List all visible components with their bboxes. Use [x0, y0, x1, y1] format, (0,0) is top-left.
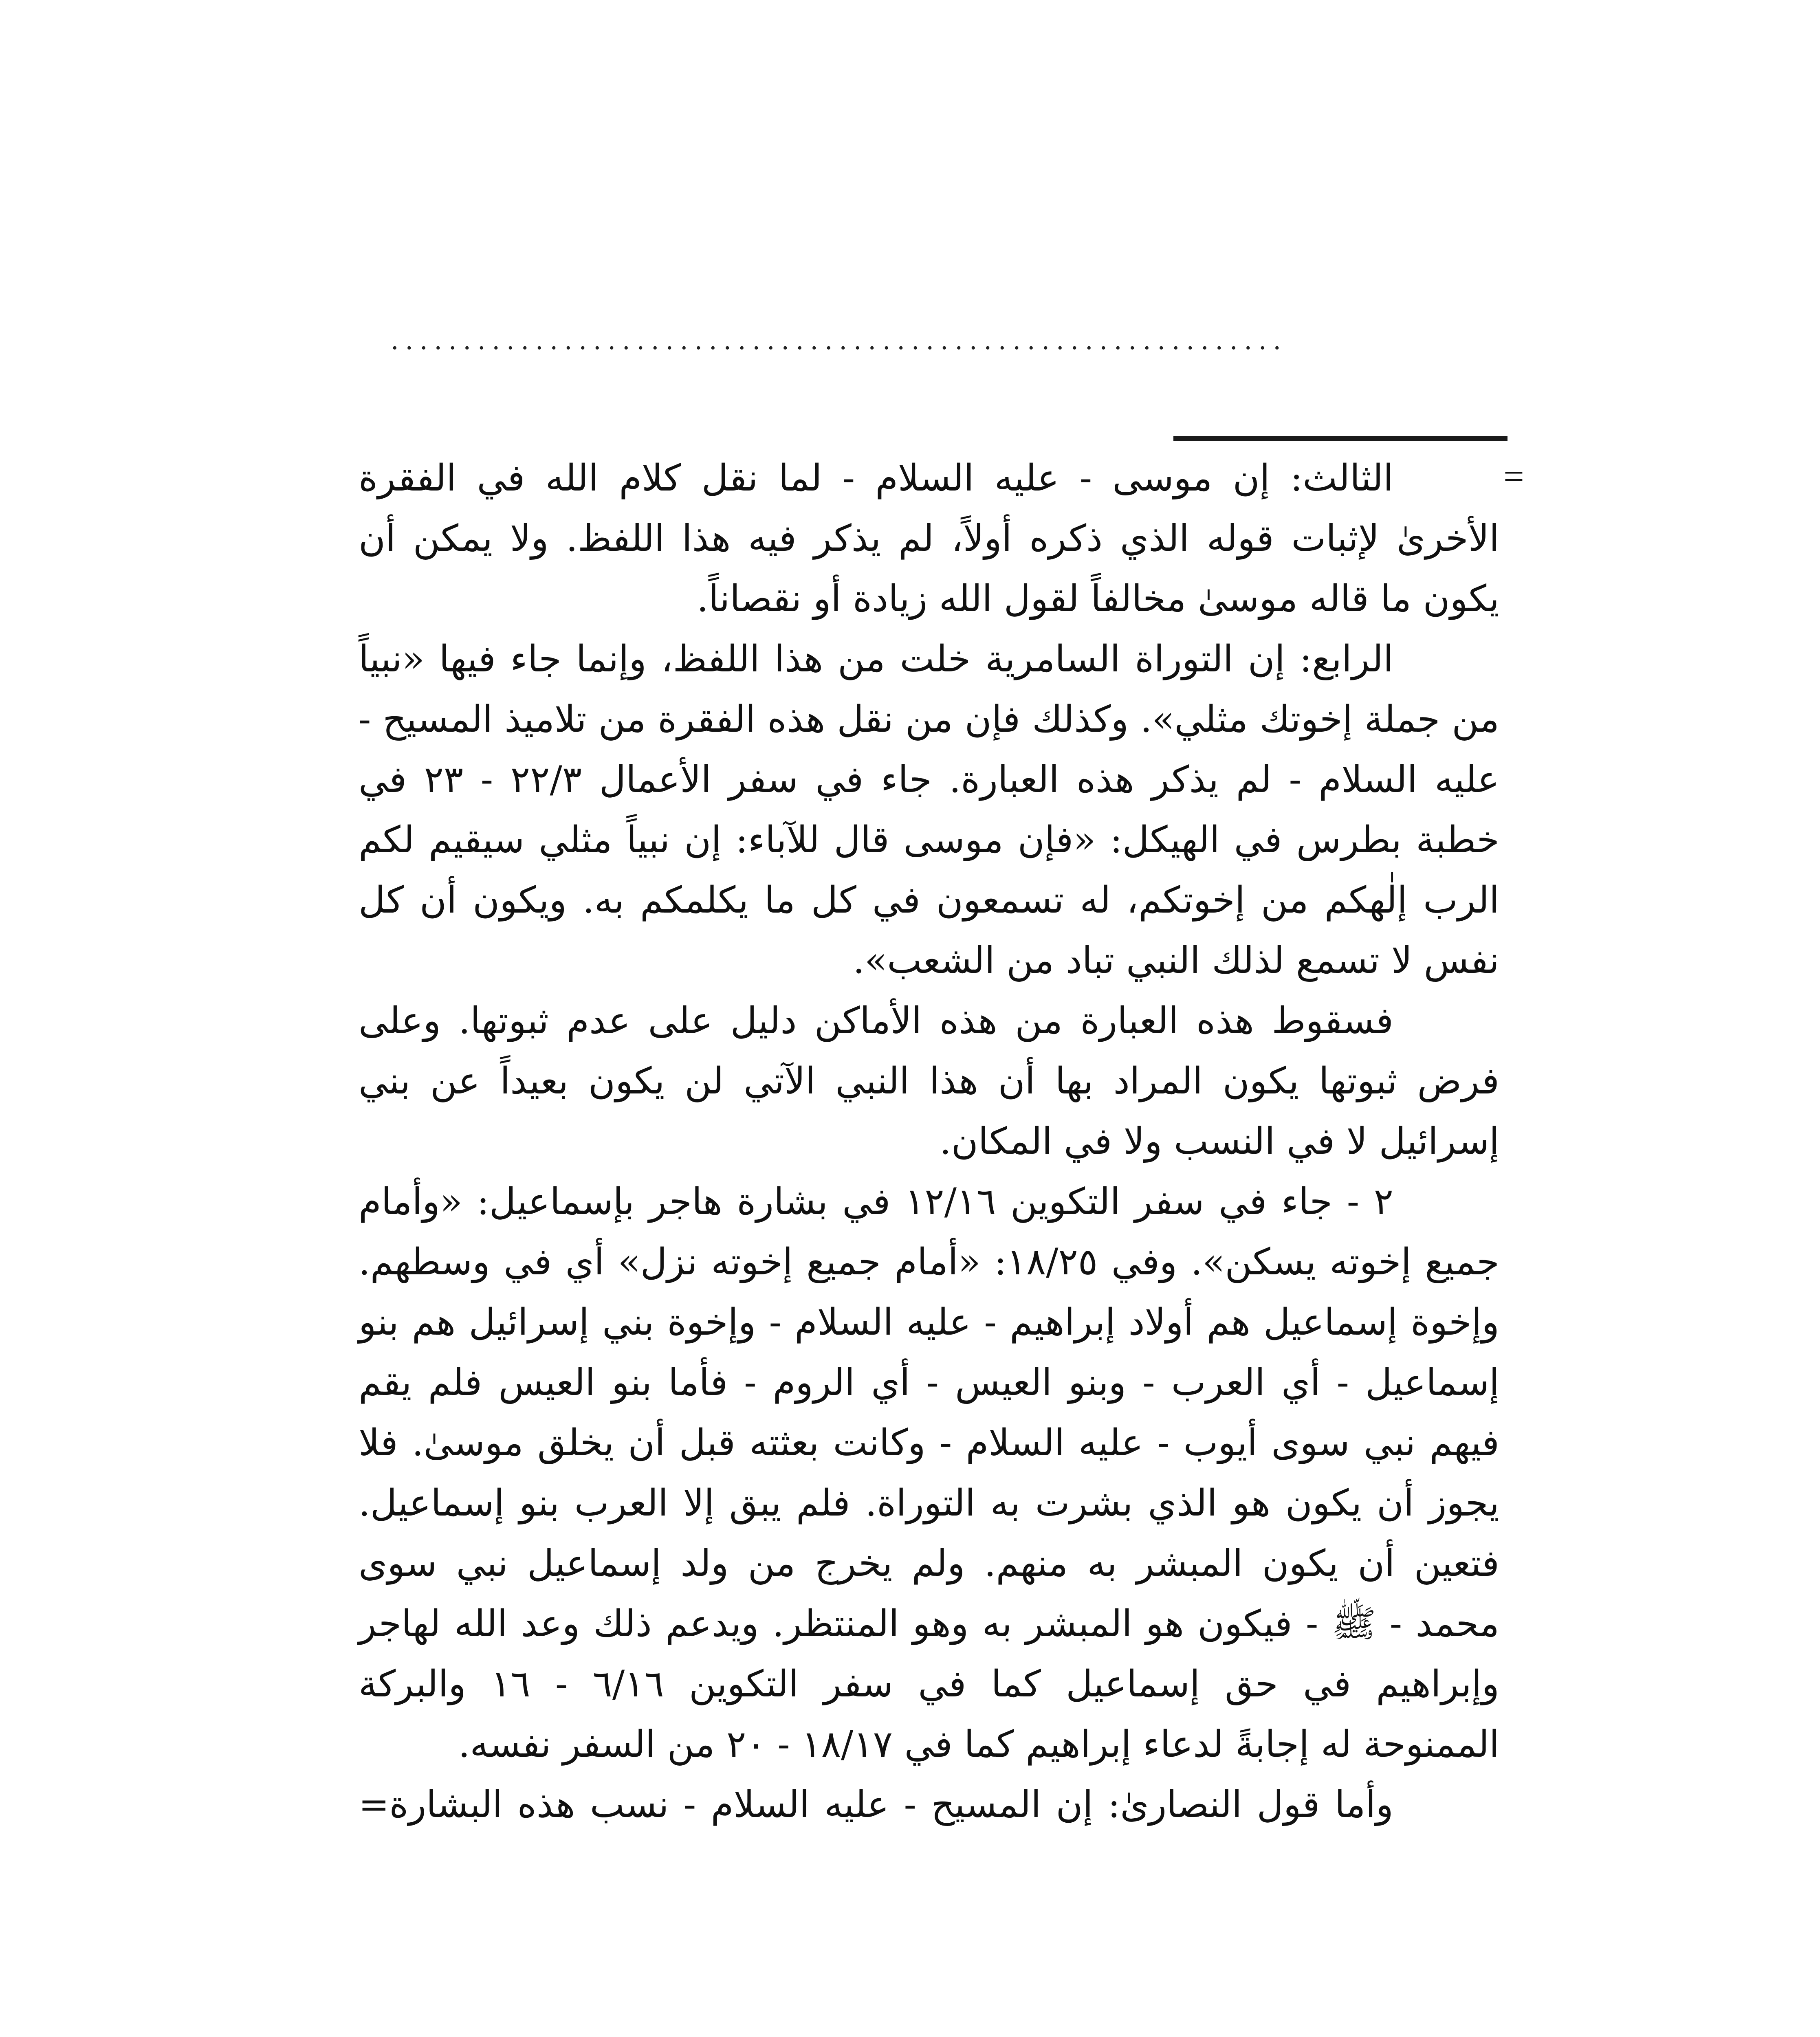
footnote-body: [359, 448, 1499, 1835]
footnote-rule: [1173, 436, 1507, 441]
dotted-separator: ..............................................................: [391, 326, 1288, 354]
continuation-mark: =: [1503, 456, 1524, 497]
paragraph-fourth-point: الرابع: إن التوراة السامرية خلت من هذا اللفظ، وإنما جاء فيها «نبياً من جملة إخوتك مثلي». وكذلك فإن من نقل هذه الفقرة من تلاميذ المسيح - عليه السلام - لم يذكر هذه العبارة. جاء في سفر الأعمال ٢٢/٣ - ٢٣ في خطبة بطرس في الهيكل: «فإن موسى قال للآباء: إن نبياً مثلي سيقيم لكم الرب إلٰهكم من إخوتكم، له تسمعون في كل ما يكلمكم به. ويكون أن كل نفس لا تسمع لذلك النبي تباد من الشعب».: [359, 638, 1499, 982]
paragraph-third-point: الثالث: إن موسى - عليه السلام - لما نقل كلام الله في الفقرة الأخرىٰ لإثبات قوله الذي ذكره أولاً، لم يذكر فيه هذا اللفظ. ولا يمكن أن يكون ما قاله موسىٰ مخالفاً لقول الله زيادة أو نقصاناً.: [359, 457, 1499, 620]
paragraph-point-two: ٢ - جاء في سفر التكوين ١٢/١٦ في بشارة هاجر بإسماعيل: «وأمام جميع إخوته يسكن». وفي ١٨/٢٥: «أمام جميع إخوته نزل» أي في وسطهم. وإخوة إسماعيل هم أولاد إبراهيم - عليه السلام - وإخوة بني إسرائيل هم بنو إسماعيل - أي العرب - وبنو العيس - أي الروم - فأما بنو العيس فلم يقم فيهم نبي سوى أيوب - عليه السلام - وكانت بعثته قبل أن يخلق موسىٰ. فلا يجوز أن يكون هو الذي بشرت به التوراة. فلم يبق إلا العرب بنو إسماعيل. فتعين أن يكون المبشر به منهم. ولم يخرج من ولد إسماعيل نبي سوى محمد - ﷺ - فيكون هو المبشر به وهو المنتظر. ويدعم ذلك وعد الله لهاجر وإبراهيم في حق إسماعيل كما في سفر التكوين ٦/١٦ - ١٦ والبركة الممنوحة له إجابةً لدعاء إبراهيم كما في ١٨/١٧ - ٢٠ من السفر نفسه.: [359, 1180, 1499, 1766]
paragraph-conclusion: فسقوط هذه العبارة من هذه الأماكن دليل على عدم ثبوتها. وعلى فرض ثبوتها يكون المراد بها أن هذا النبي الآتي لن يكون بعيداً عن بني إسرائيل لا في النسب ولا في المكان.: [359, 999, 1499, 1163]
paragraph-christians-claim: وأما قول النصارىٰ: إن المسيح - عليه السلام - نسب هذه البشارة=: [359, 1783, 1393, 1826]
